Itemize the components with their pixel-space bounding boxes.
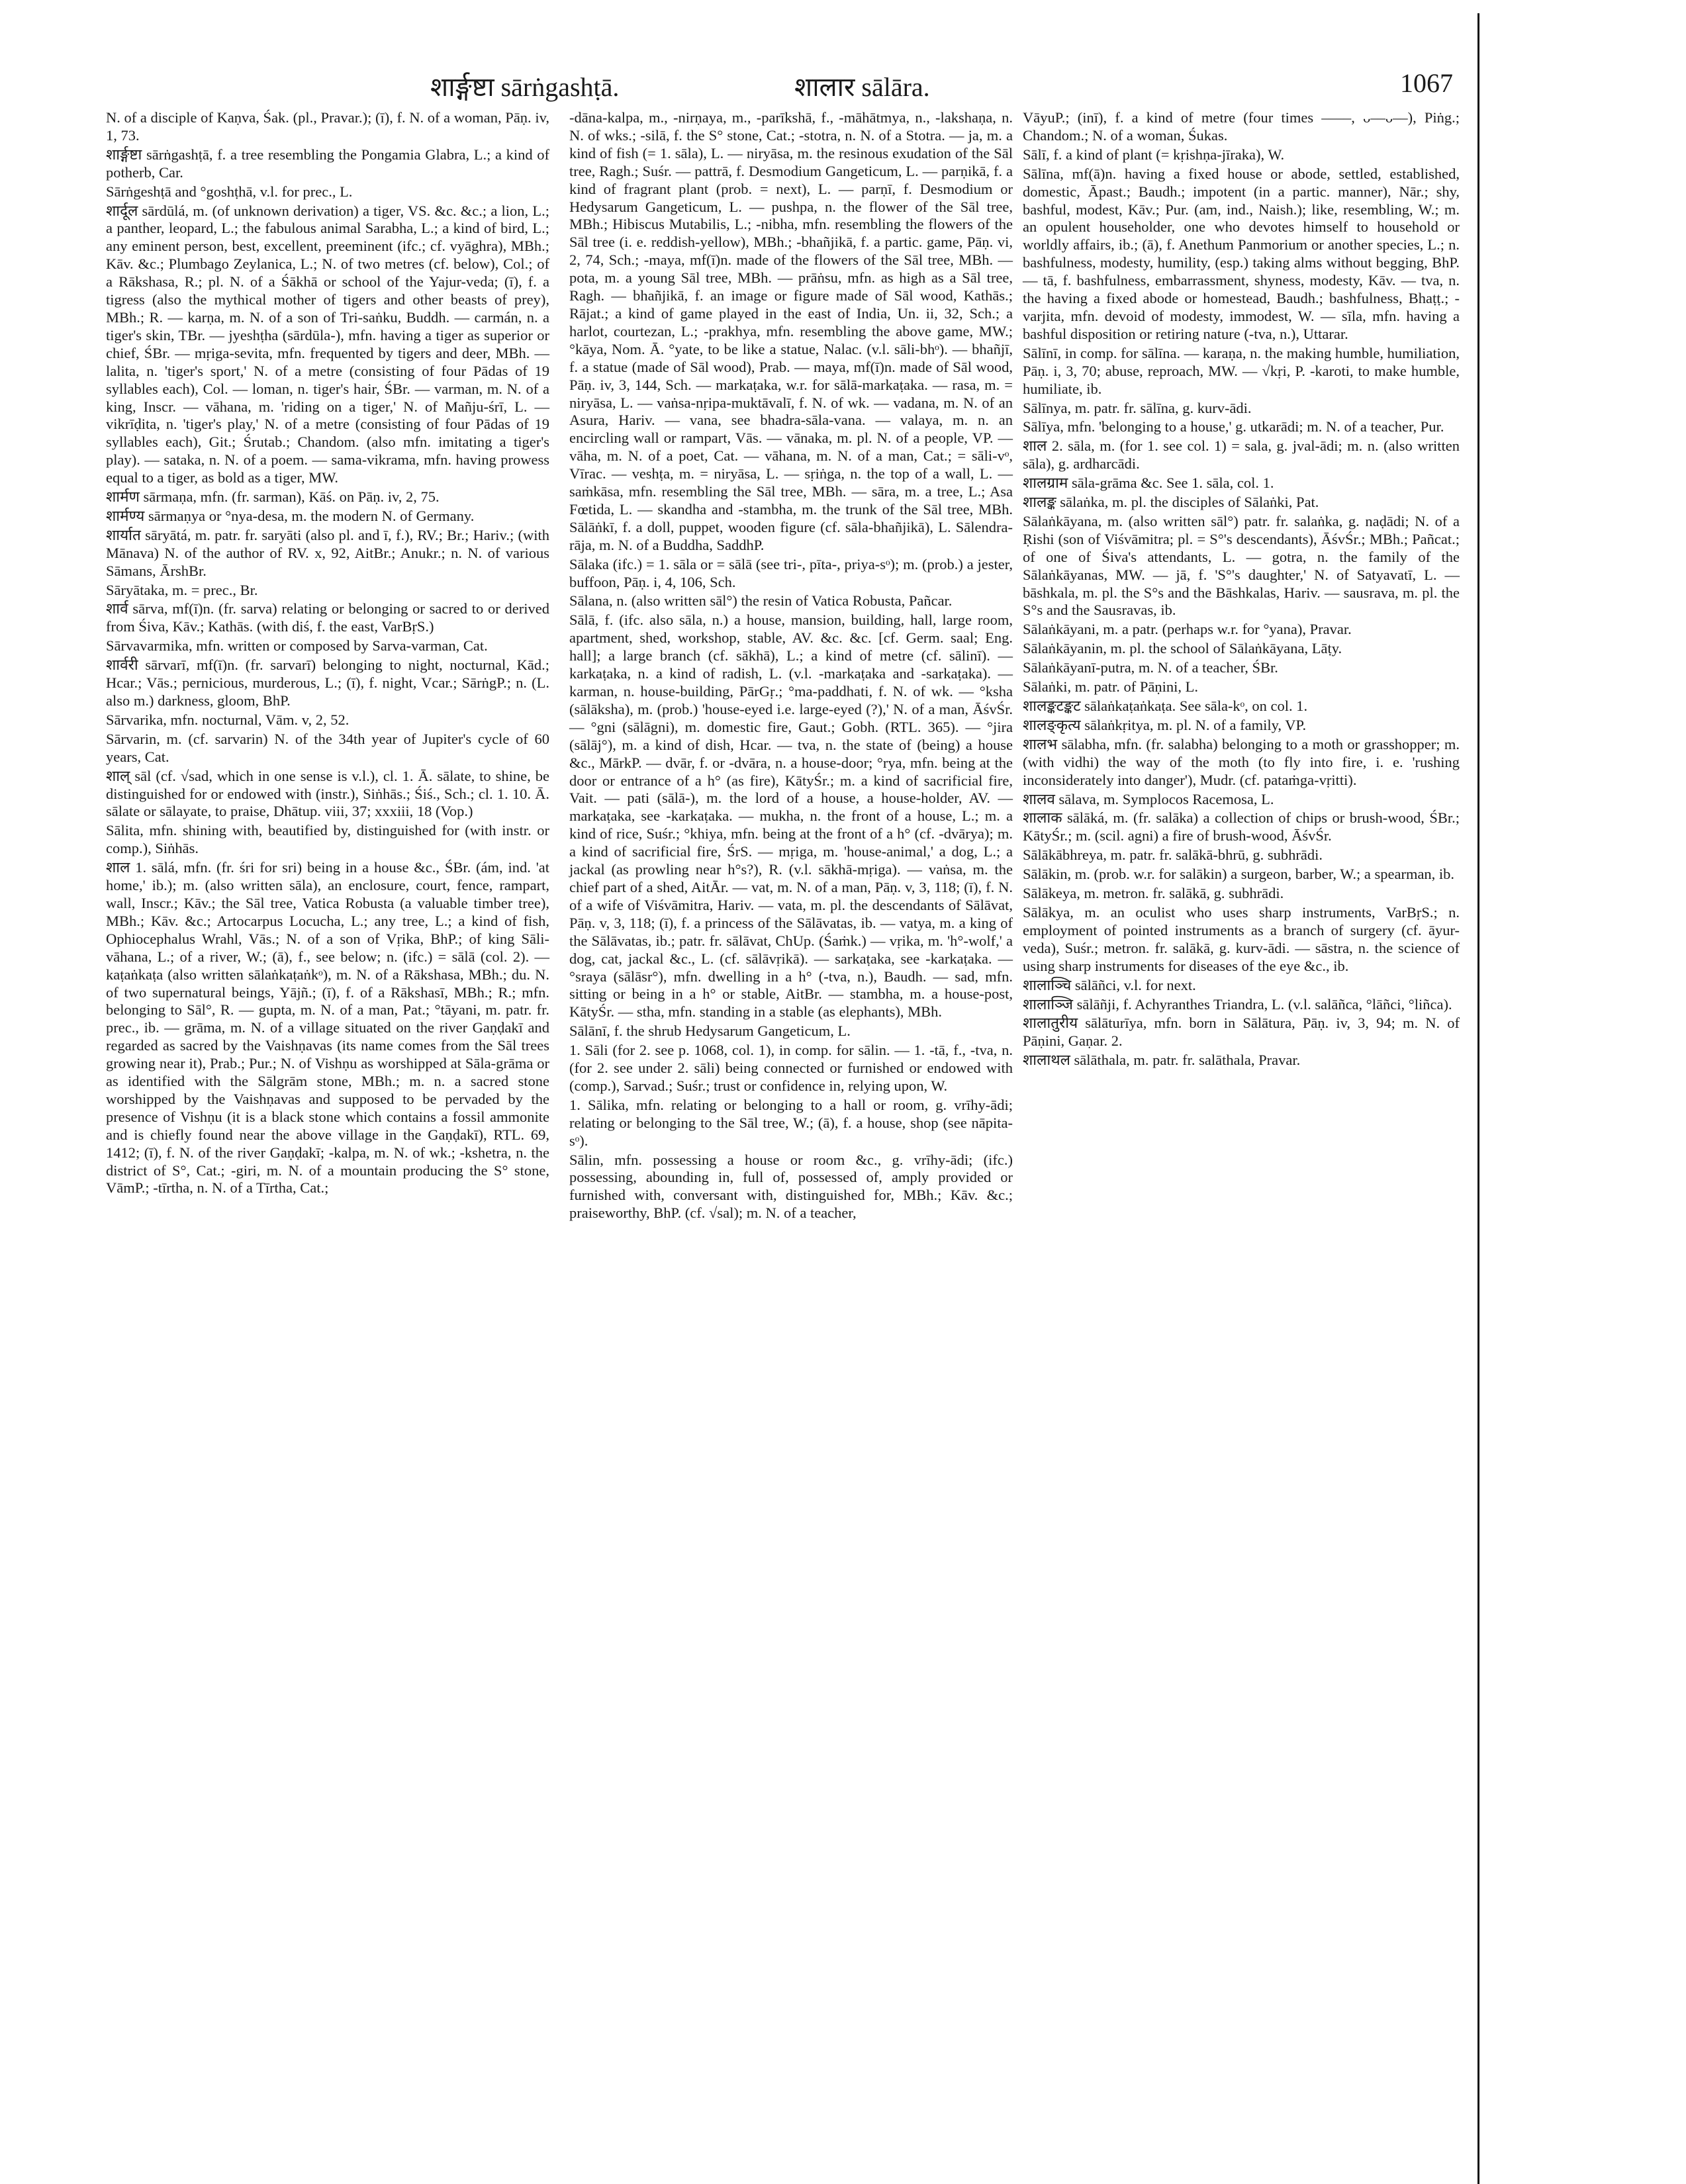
entry: Sālā, f. (ifc. also sāla, n.) a house, mansion, building, hall, large room, apartment, shed, workshop, stable, AV. &c. &c. [cf. Germ. saal; Eng. hall]; a large branch (cf. sākhā), L.; a kind of metre (cf. sālinī). — karkaṭaka, n. a kind of radish, L. (v.l. -markaṭaka and -sarkaṭaka). — karman, n. house-building, PārGṛ.; °ma-paddhati, f. N. of wk. — °ksha (sālāksha), m. (prob.) 'house-eyed i.e. large-eyed (?),' N. of a man, ĀśvŚr. — °gni (sālāgni), m. domestic fire, Gaut.; Gobh. (RTL. 365). — °jira (sālāj°), m. a kind of dish, Hcar. — tva, n. the state of (being) a house &c., MārkP. — dvār, f. or -dvāra, n. a house-door; °rya, mfn. being at the door or entrance of a h° (as fire), KātyŚr.; m. a kind of sacrificial fire, Vait. — pati (sālā-), m. the lord of a house, a house-holder, AV. — markaṭaka, see -karkaṭaka. — mukha, n. the front of a house, L.; m. a kind of rice, Suśr.; °khiya, mfn. being at the front of a h° (cf. -dvārya); m. a kind of sacrificial fire, ŚrS. — mṛiga, m. 'house-animal,' a dog, L.; a jackal (as prowling near h°s?), R. (v.l. sākhā-mṛiga). — vaṅsa, m. the chief part of a shed, AitĀr. — vat, m. N. of a man, Pāṇ. v, 3, 118; (ī), f. N. of a wife of Viśvāmitra, Hariv. — vata, m. pl. the descendants of Sālāvat, Pāṇ. v, 3, 118; (ī), f. a princess of the Sālāvatas, ib. — vatya, m. a king of the Sālāvatas, ib.; patr. fr. sālāvat, ChUp. (Śaṁk.) — vṛika, m. 'h°-wolf,' a dog, cat, jackal &c., L. (cf. sālāvṛikā). — sarkaṭaka, see -karkaṭaka. — °sraya (sālāsr°), mfn. dwelling in a h° (-tva, n.), Baudh. — sad, mfn. sitting or being in a h° or stable, AitBr. — stambha, m. a house-post, KātyŚr. — stha, mfn. standing in a stable (as elephants), MBh. (569, 612, 1013, 1021)
entry: शार्मण्य sārmaṇya or °nya-desa, m. the modern N. of Germany. (106, 507, 475, 524)
entry: Sālīnī, in comp. for sālīna. — karaṇa, n. the making humble, humiliation, Pāṇ. i, 3, 70; abuse, reproach, MW. — √kṛi, P. -karoti, to make humble, humiliate, ib. (1023, 344, 1460, 397)
entry: Sālaṅki, m. patr. of Pāṇini, L. (1023, 678, 1198, 696)
entry: Sālīna, mf(ā)n. having a fixed house or abode, settled, established, domestic, Āpast.; Baudh.; impotent (in a partic. manner), Nār.; shy, bashful, modest, Kāv.; Pur. (am, ind., Naish.); like, resembling, W.; m. an opulent householder, one who devotes himself to household or worldly affairs, ib.; (ā), f. Anethum Panmorium or another species, L.; n. bashfulness, modesty, humility, (esp.) taking alms without begging, BhP. — tā, f. bashfulness, embarrassment, shyness, modesty, Kāv. — tva, n. the having a fixed abode or homestead, Baudh.; bashfulness, Bhaṭṭ.; -varjita, mfn. devoid of modesty, immodest, W. — sīla, mfn. having a bashful disposition or retiring nature (-tva, n.), Uttarar. (1023, 165, 1460, 342)
entry: शाल 1. sālá, mfn. (fr. śri for sri) being in a house &c., ŚBr. (ám, ind. 'at home,' ib.); m. (also written sāla), an enclosure, court, fence, rampart, wall, Inscr.; Kāv.; the Sāl tree, Vatica Robusta (a valuable timber tree), MBh.; Kāv. &c.; Artocarpus Locucha, L.; any tree, L.; a kind of fish, Ophiocephalus Wrahl, Vās.; N. of a son of Vṛika, BhP.; of king Sāli-vāhana, L.; of a river, W.; (ā), f., see below; n. (ifc.) = sālā (col. 2). — kaṭaṅkaṭa (also written sālaṅkaṭaṅkᵒ), m. N. of a Rākshasa, MBh.; du. N. of two supernatural beings, Yājñ.; (ī), f. of a Rākshasī, MBh.; R.; mfn. belonging to Sāl°, R. — gupta, m. N. of a man, Pat.; °tāyani, m. patr. fr. prec., ib. — grāma, m. N. of a village situated on the river Gaṇḍakī and regarded as sacred by the Vaishṇavas (its name comes from the Sāl trees growing near it), Prab.; Pur.; N. of Vishṇu as worshipped at Sāla-grāma or as identified with the Sālgrām stone, MBh.; m. n. a sacred stone worshipped by the Vaishṇavas and supposed to be pervaded by the presence of Vishṇu (it is a black stone which contains a fossil ammonite and is chiefly found near the above village in the Gaṇḍakī), RTL. 69, 1412; (ī), f. N. of the river Gaṇḍakī; -kalpa, m. N. of wk.; -kshetra, n. the district of S°, Cat.; -giri, m. N. of a mountain producing the S° stone, VāmP.; -tīrtha, n. N. of a Tīrtha, Cat.; (106, 859, 549, 1197)
right-running-head: शालार sālāra. (794, 72, 930, 102)
entry: Sālīya, mfn. 'belonging to a house,' g. utkarādi; m. N. of a teacher, Pur. (1023, 418, 1444, 435)
entry: Sālānī, f. the shrub Hedysarum Gangeticum, L. (569, 1023, 851, 1040)
entry: Sālana, n. (also written sāl°) the resin of Vatica Robusta, Pañcar. (569, 592, 953, 610)
entry: Sālita, mfn. shining with, beautified by, distinguished for (with instr. or comp.), Siṅhās. (106, 822, 549, 857)
entry: शालङ्क sālaṅka, m. pl. the disciples of Sālaṅki, Pat. (1023, 494, 1319, 511)
entry: VāyuP.; (inī), f. a kind of metre (four times ––––, ᴗ––ᴗ––), Piṅg.; Chandom.; N. of a woman, Śukas. (1023, 109, 1460, 144)
entry: Sālīnya, m. patr. fr. sālīna, g. kurv-ādi. (1023, 399, 1252, 416)
entry: Sālākin, m. (prob. w.r. for salākin) a surgeon, barber, W.; a spearman, ib. (1023, 866, 1455, 883)
entry: शालङ्कृत्य sālaṅkṛitya, m. pl. N. of a family, VP. (1023, 716, 1307, 733)
entry: 1. Sālika, mfn. relating or belonging to a hall or room, g. vrīhy-ādi; relating or belonging to the Sāl tree, W.; (ā), f. a house, shop (see nāpita-sᵒ). (569, 1096, 1013, 1149)
entry: शालाथल sālāthala, m. patr. fr. salāthala, Pravar. (1023, 1052, 1301, 1069)
page-header (99, 68, 1453, 107)
entry: शार्व sārva, mf(ī)n. (fr. sarva) relating or belonging or sacred to or derived from Śiva, Kāv.; Kathās. (with diś, f. the east, VarBṛS.) (106, 600, 549, 635)
entry: Sāryātaka, m. = prec., Br. (106, 581, 258, 598)
entry: Sālākābhreya, m. patr. fr. salākā-bhrū, g. subhrādi. (1023, 846, 1323, 864)
entry: Sālaṅkāyanin, m. pl. the school of Sālaṅkāyana, Lāṭy. (1023, 640, 1342, 657)
entry: Sālākeya, m. metron. fr. salākā, g. subhrādi. (1023, 885, 1284, 902)
entry: शार्यात sāryātá, m. patr. fr. saryāti (also pl. and ī, f.), RV.; Br.; Hariv.; (with Mānava) N. of the author of RV. x, 92, AitBr.; Anukr.; n. N. of various Sāmans, ĀrshBr. (106, 526, 549, 579)
entry: शार्दूल sārdūlá, m. (of unknown derivation) a tiger, VS. &c. &c.; a lion, L.; a panther, leopard, L.; the fabulous animal Sarabha, L.; a kind of bird, L.; any eminent person, best, excellent, preeminent (ifc.; cf. vyāghra), MBh.; Kāv. &c.; Plumbago Zeylanica, L.; N. of two metres (cf. below), Col.; of a Rākshasa, R.; pl. N. of a Śākhā or school of the Yajur-veda; (ī), f. a tigress (also the mythical mother of tigers and other beasts of prey), MBh.; R. — karṇa, m. N. of a son of Tri-saṅku, Buddh. — carmán, n. a tiger's skin, TBr. — jyeshṭha (sārdūla-), mfn. having a tiger as superior or chief, ŚBr. — mṛiga-sevita, mfn. frequented by tigers and deer, MBh. — lalita, n. 'tiger's sport,' N. of a metre (consisting of four Pādas of 19 syllables each), Col. — loman, n. tiger's hair, ŚBr. — varman, m. N. of a king, Inscr. — vāhana, m. 'riding on a tiger,' N. of Mañju-śrī, L. — vikrīḍita, n. 'tiger's play,' N. of a metre (consisting of four Pādas of 19 syllables each), Git.; Śrutab.; Chandom. (also mfn. imitating a tiger's play). — sataka, n. N. of a poem. — sama-vikrama, mfn. having prowess equal to a tiger, as bold as a tiger, MW. (106, 202, 549, 486)
entry: Sārvarin, m. (cf. sarvarin) N. of the 34th year of Jupiter's cycle of 60 years, Cat. (106, 730, 549, 765)
entry: 1. Sāli (for 2. see p. 1068, col. 1), in comp. for sālin. — 1. -tā, f., -tva, n. (for 2. see under 2. sāli) being connected or furnished or endowed with (comp.), Sarvad.; Suśr.; trust or confidence in, relying upon, W. (569, 1042, 1013, 1094)
page-edge-rule (1477, 13, 1479, 2184)
entry: Sālaka (ifc.) = 1. sāla or = sālā (see tri-, pīta-, priya-sᵒ); m. (prob.) a jester, buffoon, Pāṇ. i, 4, 106, Sch. (569, 555, 1013, 590)
column-3 (1023, 109, 1460, 1071)
entry: शालभ sālabha, mfn. (fr. salabha) belonging to a moth or grasshopper; m. (with vidhi) the way of the moth (to fly into fire, i. e. 'rushing inconsiderately into danger'), Mudr. (cf. pataṁga-vṛitti). (1023, 735, 1460, 788)
entry: Sārṅgeshṭā and °goshṭhā, v.l. for prec., L. (106, 183, 353, 200)
entry: शालव sālava, m. Symplocos Racemosa, L. (1023, 790, 1274, 807)
entry: शार्मण sārmaṇa, mfn. (fr. sarman), Kāś. on Pāṇ. iv, 2, 75. (106, 488, 440, 506)
entry: शाल् sāl (cf. √sad, which in one sense is v.l.), cl. 1. Ā. sālate, to shine, be distinguished for or endowed with (instr.), Siṅhās.; Śiś., Sch.; cl. 1. 10. Ā. sālate or sālayate, to praise, Dhātup. viii, 37; xxxiii, 18 (Vop.) (106, 767, 549, 820)
entry: शालग्राम sāla-grāma &c. See 1. sāla, col. 1. (1023, 475, 1274, 492)
left-running-head: शार्ङ्गष्टा sārṅgashṭā. (430, 72, 620, 102)
page-number: 1067 (1400, 68, 1453, 98)
entry: शार्वरी sārvarī, mf(ī)n. (fr. sarvarī) belonging to night, nocturnal, Kād.; Hcar.; Vās.; pernicious, murderous, L.; (ī), f. night, Vcar.; SārṅgP.; n. (L. also m.) darkness, gloom, BhP. (106, 657, 549, 709)
entry: Sārvarika, mfn. nocturnal, Vām. v, 2, 52. (106, 711, 350, 728)
entry: शालातुरीय sālāturīya, mfn. born in Sālātura, Pāṇ. iv, 3, 94; m. N. of Pāṇini, Gaṇar. 2. (1023, 1015, 1460, 1050)
entry: Sālī, f. a kind of plant (= kṛishṇa-jīraka), W. (1023, 146, 1285, 163)
entry: -dāna-kalpa, m., -nirṇaya, m., -parīkshā, f., -māhātmya, n., -lakshaṇa, n. N. of wks.; -silā, f. the S° stone, Cat.; -stotra, n. N. of a Stotra. — ja, m. a kind of fish (= 1. sāla), L. — niryāsa, m. the resinous exudation of the Sāl tree, Ragh.; Suśr. — pattrā, f. Desmodium Gangeticum, L. — parṇikā, f. a kind of fragrant plant (prob. = next), L. — parṇī, f. Desmodium or Hedysarum Gangeticum, L. — pushpa, n. the flower of the Sāl tree, MBh.; Hibiscus Mutabilis, L.; -nibha, mfn. resembling the flowers of the Sāl tree (i. e. reddish-yellow), MBh.; -bhañjikā, f. a partic. game, Pāṇ. vi, 2, 74, Sch.; -maya, mf(ī)n. made of the flowers of the Sāl tree, MBh. — pota, m. a young Sāl tree, MBh. — prāṅsu, mfn. as high as a Sāl tree, Ragh. — bhañjikā, f. an image or figure made of Sāl wood, Kathās.; Rājat.; a kind of game played in the east of India, Un. ii, 32, Sch.; a harlot, courtezan, L.; -prakhya, mfn. resembling the above game, MW.; °kāya, Nom. Ā. °yate, to be like a statue, Nalac. (v.l. sāli-bhᵒ). — bhañjī, f. a statue (made of Sāl wood), Prab. — maya, mf(ī)n. made of Sāl wood, Pāṇ. iv, 3, 144, Sch. — markaṭaka, w.r. for sālā-markaṭaka. — rasa, m. = niryāsa, L. — vaṅsa-nṛipa-muktāvalī, f. N. of wk. — vadana, m. N. of an Asura, Hariv. — vana, see bhadra-sāla-vana. — valaya, m. n. an encircling wall or rampart, Vās. — vānaka, m. pl. N. of a people, VP. — vāha, m. N. of a poet, Cat. — vāhana, m. N. of a man, Cat.; = sāli-vᵒ, Vīrac. — veshṭa, m. = niryāsa, L. — sṛiṅga, n. the top of a wall, L. — saṁkāsa, mfn. resembling the Sāl tree, MBh. — sāra, m. a tree, L.; Asa Fœtida, L. — skandha and -stambha, m. the trunk of the Sāl tree, MBh. Sālāṅkī, f. a doll, puppet, wooden figure (cf. sāla-bhañjikā), L. Sālendra-rāja, m. N. of a Buddha, SaddhP. (569, 109, 1013, 553)
entry: शालाञ्जि sālāñji, f. Achyranthes Triandra, L. (v.l. salāñca, °lāñci, °liñca). (1023, 995, 1452, 1013)
entry: शार्ङ्गष्टा sārṅgashṭā, f. a tree resembling the Pongamia Glabra, L.; a kind of potherb, Car. (106, 146, 549, 181)
entry: Sālin, mfn. possessing a house or room &c., g. vrīhy-ādi; (ifc.) possessing, abounding in, full of, possessed of, amply provided or furnished with, conversant with, distinguished for, MBh.; Kāv. &c.; praiseworthy, BhP. (cf. √sal); m. N. of a teacher, (569, 1151, 1013, 1222)
column-1 (106, 109, 549, 1199)
entry: शालाक sālāká, m. (fr. salāka) a collection of chips or brush-wood, ŚBr.; KātyŚr.; m. (scil. agni) a fire of brush-wood, ĀśvŚr. (1023, 809, 1460, 844)
entry: Sālaṅkāyani, m. a patr. (perhaps w.r. for °yana), Pravar. (1023, 621, 1352, 638)
entry: Sālaṅkāyana, m. (also written sāl°) patr. fr. salaṅka, g. naḍādi; N. of a Ṛishi (son of Viśvāmitra; pl. = S°'s descendants), ĀśvŚr.; MBh.; Pañcat.; of one of Śiva's attendants, L. — gotra, n. the family of the Sālaṅkāyanas, MW. — jā, f. 'S°'s daughter,' N. of Satyavatī, L. — bāshkala, m. pl. the S°s and the Bāshkalas, Hariv. — sausrava, m. pl. the S°s and the Sausravas, ib. (1023, 512, 1460, 619)
entry: शाल 2. sāla, m. (for 1. see col. 1) = sala, g. jval-ādi; m. n. (also written sāla), g. ardharcādi. (1023, 437, 1460, 473)
entry: Sālākya, m. an oculist who uses sharp instruments, VarBṛS.; n. employment of pointed instruments as a branch of surgery (cf. āyur-veda), Suśr.; metron. fr. salākā, g. kurv-ādi. — sāstra, n. the science of using sharp instruments for diseases of the eye &c., ib. (1023, 903, 1460, 974)
entry: शालङ्कटङ्कट sālaṅkaṭaṅkaṭa. See sāla-kᵒ, on col. 1. (1023, 698, 1308, 714)
entry: शालाञ्चि sālāñci, v.l. for next. (1023, 976, 1196, 993)
entry: Sārvavarmika, mfn. written or composed by Sarva-varman, Cat. (106, 637, 488, 655)
entry: N. of a disciple of Kaṇva, Śak. (pl., Pravar.); (ī), f. N. of a woman, Pāṇ. iv, 1, 73. (106, 109, 549, 144)
entry: Sālaṅkāyanī-putra, m. N. of a teacher, ŚBr. (1023, 659, 1278, 676)
column-2 (569, 109, 1013, 1224)
